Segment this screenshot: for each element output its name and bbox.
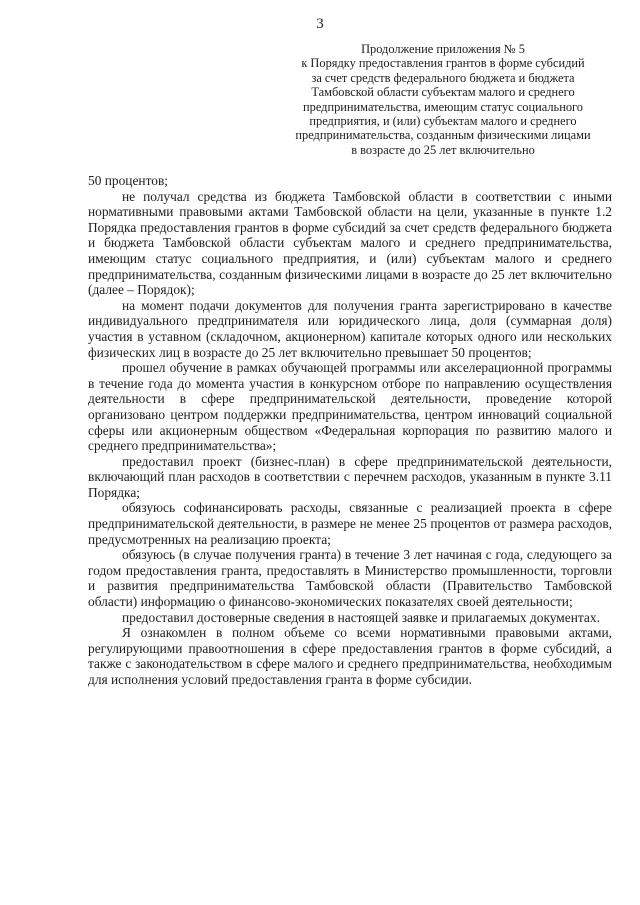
paragraph: Я ознакомлен в полном объеме со всеми нормативными правовыми актами, регулирующими правоотношения в сфере предоставления грантов в форме субсидий, а также с законодательством в сфере малого и среднего предпринимательства, необходимым для исполнения условий предоставления гранта в форме субсидии. xyxy=(88,625,612,687)
header-line: Продолжение приложения № 5 xyxy=(361,42,525,56)
paragraph: на момент подачи документов для получения гранта зарегистрировано в качестве индивидуального предпринимателя или юридического лица, доля (суммарная доля) участия в уставном (складочном, акционерном) капитале которых одного или нескольких физических лиц в возрасте до 25 лет включительно превышает 50 процентов; xyxy=(88,297,612,360)
header-line: предприятия, и (или) субъектам малого и среднего xyxy=(309,114,577,129)
page-number: 3 xyxy=(316,16,324,32)
header-line: предпринимательства, имеющим статус социального xyxy=(303,99,583,114)
paragraph: прошел обучение в рамках обучающей программы или акселерационной программы в течение года до момента участия в конкурсном отборе по направлению осуществления деятельности в сфере предпринимательской деятельности, проведение которой организовано центром поддержки предпринимательства, центром инноваций социальной сферы или акционерным обществом «Федеральная корпорация по развитию малого и среднего предпринимательства»; xyxy=(88,360,612,454)
header-line: к Порядку предоставления грантов в форме субсидий xyxy=(301,56,585,71)
paragraph: предоставил достоверные сведения в настоящей заявке и прилагаемых документах. xyxy=(122,609,600,625)
appendix-header xyxy=(270,42,616,157)
header-line: за счет средств федерального бюджета и бюджета xyxy=(311,70,575,85)
body-text xyxy=(88,173,612,688)
paragraph: 50 процентов; xyxy=(88,173,168,188)
header-line: в возрасте до 25 лет включительно xyxy=(351,142,535,157)
paragraph: не получал средства из бюджета Тамбовской области в соответствии с иными нормативными правовыми актами Тамбовской области на цели, указанные в пункте 1.2 Порядка предоставления грантов в форме субсидий за счет средств федерального бюджета и бюджета Тамбовской области субъектам малого и среднего предпринимательства, имеющим статус социального предприятия, и (или) субъектам малого и среднего предпринимательства, созданным физическими лицами в возрасте до 25 лет включительно (далее – Порядок); xyxy=(88,188,612,298)
paragraph: обязуюсь софинансировать расходы, связанные с реализацией проекта в сфере предпринимательской деятельности, в размере не менее 25 процентов от размера расходов, предусмотренных на реализацию проекта; xyxy=(88,500,612,547)
header-line: Тамбовской области субъектам малого и среднего xyxy=(311,85,575,100)
paragraph: предоставил проект (бизнес-план) в сфере предпринимательской деятельности, включающий план расходов в соответствии с перечнем расходов, указанным в пункте 3.11 Порядка; xyxy=(88,453,612,500)
paragraph: обязуюсь (в случае получения гранта) в течение 3 лет начиная с года, следующего за годом предоставления гранта, предоставлять в Министерство промышленности, торговли и развития предпринимательства Тамбовской области (Правительство Тамбовской области) информацию о финансово-экономических показателях своей деятельности; xyxy=(88,547,612,610)
header-line: предпринимательства, созданным физическими лицами xyxy=(295,128,591,143)
